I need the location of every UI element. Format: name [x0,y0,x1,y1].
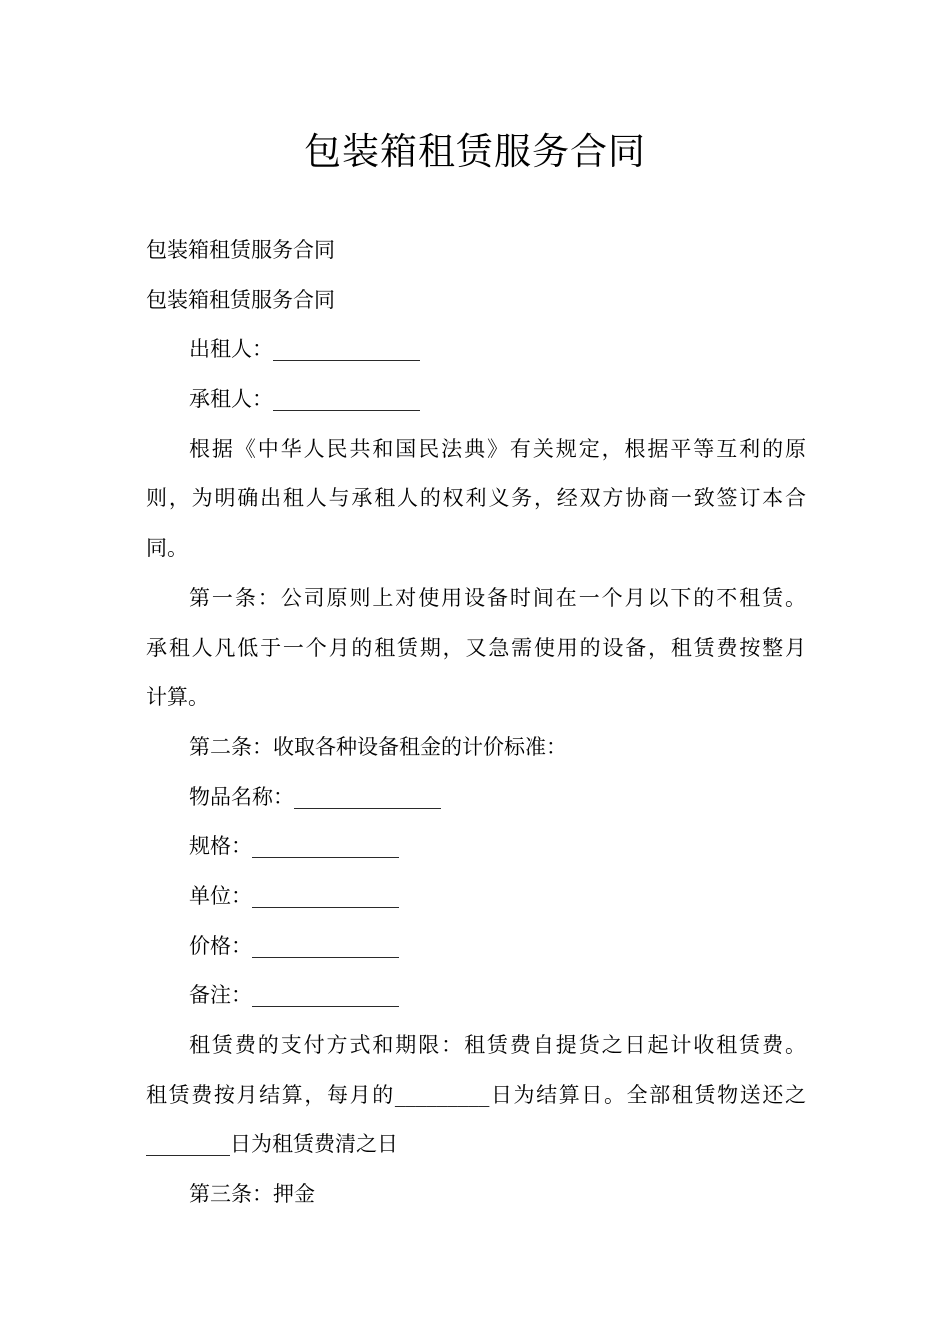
payment-line: 租赁费按月结算，每月的_________日为结算日。全部租赁物送还之 [146,1082,806,1107]
article-3-heading: 第三条：押金 [189,1182,315,1207]
payment-line: ________日为租赁费清之日 [146,1132,398,1157]
article-1-line: 承租人凡低于一个月的租赁期，又急需使用的设备，租赁费按整月 [146,635,806,660]
document-body [146,226,806,1220]
remarks-field: 备注：______________ [189,983,399,1008]
spec-field: 规格：______________ [189,834,399,859]
price-field: 价格：______________ [189,933,399,958]
lessee-field: 承租人：______________ [189,387,420,412]
item-name-field: 物品名称：______________ [189,784,441,809]
lessor-field: 出租人：______________ [189,337,420,362]
preamble-line: 同。 [146,536,188,561]
subtitle-line: 包装箱租赁服务合同 [146,287,335,312]
document-title: 包装箱租赁服务合同 [304,130,646,173]
subtitle-line: 包装箱租赁服务合同 [146,238,335,262]
unit-field: 单位：______________ [189,883,399,908]
article-1-line: 计算。 [146,685,209,710]
preamble-line: 则，为明确出租人与承租人的权利义务，经双方协商一致签订本合 [146,486,806,511]
payment-line: 租赁费的支付方式和期限：租赁费自提货之日起计收租赁费。 [189,1033,806,1057]
article-2-heading: 第二条：收取各种设备租金的计价标准： [189,734,567,759]
article-1-line: 第一条：公司原则上对使用设备时间在一个月以下的不租赁。 [189,585,806,610]
preamble-line: 根据《中华人民共和国民法典》有关规定，根据平等互利的原 [189,436,806,461]
